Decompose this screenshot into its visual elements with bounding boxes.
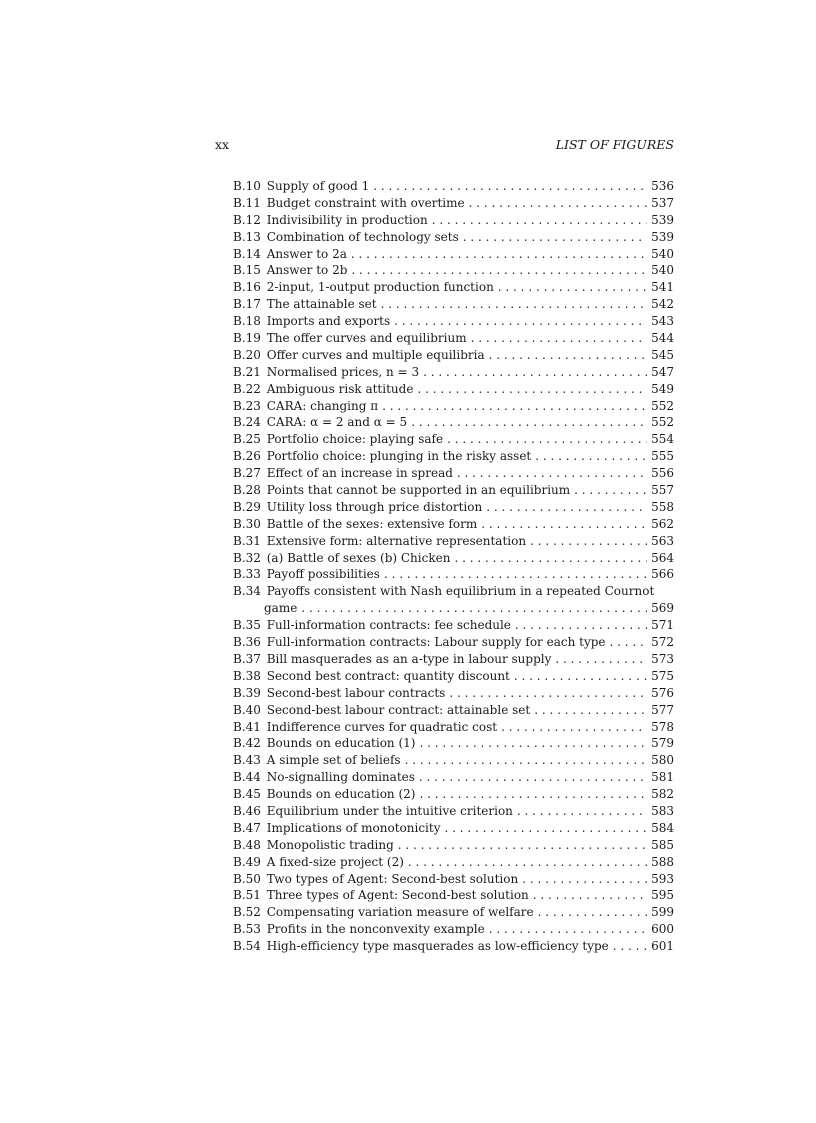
page-ref: 566: [651, 567, 674, 582]
page-ref: 580: [651, 753, 674, 768]
figure-number: B.18: [233, 314, 261, 329]
figure-number: B.46: [233, 803, 261, 818]
lof-entry: [233, 431, 674, 448]
lof-entry: [233, 854, 674, 871]
page-ref: 563: [651, 533, 674, 548]
page-ref: 554: [651, 432, 674, 447]
page-ref: 582: [651, 787, 674, 802]
figure-title: Ambiguous risk attitude: [266, 381, 414, 396]
list-of-figures: [233, 178, 674, 955]
figure-title: Bill masquerades as an a-type in labour supply: [266, 651, 552, 666]
figure-number: B.49: [233, 854, 261, 869]
page-ref: 562: [651, 516, 674, 531]
dot-leader: [457, 465, 647, 482]
page-ref: 576: [651, 685, 674, 700]
page-ref: 541: [651, 280, 674, 295]
dot-leader: [469, 195, 648, 212]
lof-entry: [233, 634, 674, 651]
page-ref: 588: [651, 854, 674, 869]
lof-entry: [233, 229, 674, 246]
page-ref: 556: [651, 466, 674, 481]
figure-number: B.17: [233, 297, 261, 312]
figure-title: Answer to 2a: [266, 246, 347, 261]
dot-leader: [515, 617, 647, 634]
lof-entry: [233, 702, 674, 719]
lof-entry-continuation: [233, 600, 674, 617]
figure-title: High-efficiency type masquerades as low-efficiency type: [266, 939, 609, 954]
page-ref: 542: [651, 297, 674, 312]
figure-title: Extensive form: alternative representation: [266, 533, 527, 548]
page-ref: 600: [651, 922, 674, 937]
page-ref: 539: [651, 212, 674, 227]
page-ref: 569: [651, 601, 674, 616]
figure-number: B.31: [233, 533, 261, 548]
figure-title: Profits in the nonconvexity example: [266, 922, 485, 937]
dot-leader: [533, 887, 647, 904]
dot-leader: [517, 803, 647, 820]
figure-number: B.48: [233, 837, 261, 852]
figure-number: B.19: [233, 331, 261, 346]
lof-entry: [233, 364, 674, 381]
figure-title: Points that cannot be supported in an equilibrium: [266, 483, 571, 498]
lof-entry: [233, 803, 674, 820]
lof-entry: [233, 566, 674, 583]
lof-entry: [233, 769, 674, 786]
figure-title: Full-information contracts: Labour supply for each type: [266, 635, 606, 650]
figure-title: Implications of monotonicity: [266, 820, 441, 835]
dot-leader: [574, 482, 647, 499]
dot-leader: [351, 246, 647, 263]
lof-entry: [233, 262, 674, 279]
figure-title: A simple set of beliefs: [266, 753, 401, 768]
figure-title: Bounds on education (1): [266, 736, 416, 751]
figure-title: Battle of the sexes: extensive form: [266, 516, 478, 531]
figure-number: B.12: [233, 212, 261, 227]
figure-number: B.28: [233, 483, 261, 498]
figure-number: B.25: [233, 432, 261, 447]
dot-leader: [514, 668, 647, 685]
page-ref: 595: [651, 888, 674, 903]
dot-leader: [610, 634, 648, 651]
dot-leader: [555, 651, 647, 668]
dot-leader: [489, 347, 647, 364]
figure-number: B.24: [233, 415, 261, 430]
figure-number: B.37: [233, 651, 261, 666]
lof-entry: [233, 448, 674, 465]
figure-number: B.16: [233, 280, 261, 295]
page-ref: 593: [651, 871, 674, 886]
dot-leader: [530, 533, 647, 550]
dot-leader: [419, 769, 647, 786]
figure-number: B.22: [233, 381, 261, 396]
page-ref: 549: [651, 381, 674, 396]
page-ref: 544: [651, 331, 674, 346]
figure-title: Combination of technology sets: [266, 229, 459, 244]
page-ref: 539: [651, 229, 674, 244]
lof-entry: [233, 786, 674, 803]
figure-title: Effect of an increase in spread: [266, 466, 453, 481]
dot-leader: [481, 516, 647, 533]
dot-leader: [444, 820, 647, 837]
figure-title: Imports and exports: [266, 314, 391, 329]
page-ref: 578: [651, 719, 674, 734]
dot-leader: [382, 398, 647, 415]
figure-number: B.42: [233, 736, 261, 751]
lof-entry: [233, 685, 674, 702]
dot-leader: [522, 871, 647, 888]
dot-leader: [411, 414, 647, 431]
lof-entry: [233, 212, 674, 229]
figure-number: B.41: [233, 719, 261, 734]
lof-entry: [233, 533, 674, 550]
dot-leader: [432, 212, 647, 229]
figure-title: The attainable set: [266, 297, 377, 312]
figure-title: Equilibrium under the intuitive criterion: [266, 803, 513, 818]
page-ref: 575: [651, 668, 674, 683]
figure-title: Payoff possibilities: [266, 567, 380, 582]
running-head: [215, 137, 674, 153]
figure-number: B.13: [233, 229, 261, 244]
dot-leader: [351, 262, 647, 279]
figure-number: B.26: [233, 449, 261, 464]
lof-entry: [233, 178, 674, 195]
section-title: LIST OF FIGURES: [555, 137, 674, 152]
lof-entry: [233, 482, 674, 499]
lof-entry: [233, 871, 674, 888]
page-ref: 547: [651, 364, 674, 379]
figure-title: Portfolio choice: plunging in the risky asset: [266, 449, 532, 464]
page-ref: 536: [651, 179, 674, 193]
figure-title: Compensating variation measure of welfare: [266, 905, 534, 920]
page-ref: 584: [651, 820, 674, 835]
lof-entry: [233, 719, 674, 736]
lof-entry: [233, 938, 674, 955]
figure-title: Payoffs consistent with Nash equilibrium in a repeated Cournot: [266, 584, 655, 599]
page-ref: 558: [651, 499, 674, 514]
figure-title: CARA: changing π: [266, 398, 379, 413]
lof-entry: [233, 668, 674, 685]
figure-number: B.23: [233, 398, 261, 413]
figure-number: B.51: [233, 888, 261, 903]
figure-title: (a) Battle of sexes (b) Chicken: [266, 550, 451, 565]
figure-number: B.15: [233, 263, 261, 278]
lof-entry: [233, 398, 674, 415]
page-ref: 537: [651, 195, 674, 210]
page-ref: 543: [651, 314, 674, 329]
dot-leader: [408, 854, 647, 871]
lof-entry: [233, 837, 674, 854]
page-ref: 540: [651, 246, 674, 261]
lof-entry: [233, 330, 674, 347]
figure-number: B.39: [233, 685, 261, 700]
dot-leader: [613, 938, 647, 955]
figure-title: 2-input, 1-output production function: [266, 280, 494, 295]
page-ref: 579: [651, 736, 674, 751]
dot-leader: [417, 381, 647, 398]
figure-title: Two types of Agent: Second-best solution: [266, 871, 519, 886]
dot-leader: [535, 448, 647, 465]
lof-entry: [233, 246, 674, 263]
dot-leader: [449, 685, 647, 702]
page-ref: 599: [651, 905, 674, 920]
lof-entry: [233, 904, 674, 921]
lof-entry: [233, 820, 674, 837]
page-ref: 572: [651, 635, 674, 650]
dot-leader: [471, 330, 648, 347]
lof-entry: [233, 296, 674, 313]
page-ref: 555: [651, 449, 674, 464]
figure-title: A fixed-size project (2): [266, 854, 404, 869]
page-ref: 571: [651, 618, 674, 633]
figure-number: B.53: [233, 922, 261, 937]
lof-entry: [233, 887, 674, 904]
lof-entry: [233, 347, 674, 364]
figure-title: Normalised prices, n = 3: [266, 364, 420, 379]
page-ref: 573: [651, 651, 674, 666]
figure-title: Supply of good 1: [266, 179, 370, 193]
dot-leader: [398, 837, 647, 854]
figure-number: B.47: [233, 820, 261, 835]
dot-leader: [454, 550, 647, 567]
dot-leader: [423, 364, 647, 381]
lof-entry: [233, 499, 674, 516]
figure-title: Monopolistic trading: [266, 837, 394, 852]
figure-title: Second best contract: quantity discount: [266, 668, 510, 683]
figure-number: B.35: [233, 618, 261, 633]
figure-title: The offer curves and equilibrium: [266, 331, 467, 346]
lof-entry: [233, 516, 674, 533]
page-ref: 552: [651, 398, 674, 413]
lof-entry: [233, 465, 674, 482]
figure-number: B.27: [233, 466, 261, 481]
figure-number: B.36: [233, 635, 261, 650]
figure-title: No-signalling dominates: [266, 770, 415, 785]
dot-leader: [373, 178, 647, 195]
figure-title: Second-best labour contracts: [266, 685, 446, 700]
figure-number: B.10: [233, 179, 261, 193]
figure-number: B.52: [233, 905, 261, 920]
figure-number: B.50: [233, 871, 261, 886]
page-ref: 545: [651, 347, 674, 362]
figure-title-continuation: game: [264, 601, 298, 616]
dot-leader: [538, 904, 647, 921]
figure-title: Full-information contracts: fee schedule: [266, 618, 511, 633]
figure-title: Indifference curves for quadratic cost: [266, 719, 498, 734]
figure-number: B.14: [233, 246, 261, 261]
dot-leader: [447, 431, 647, 448]
figure-number: B.21: [233, 364, 261, 379]
dot-leader: [501, 719, 647, 736]
figure-title: Answer to 2b: [266, 263, 348, 278]
figure-title: Second-best labour contract: attainable set: [266, 702, 531, 717]
figure-number: B.34: [233, 584, 261, 599]
dot-leader: [419, 786, 647, 803]
lof-entry: [233, 651, 674, 668]
figure-title: Portfolio choice: playing safe: [266, 432, 444, 447]
lof-entry: [233, 313, 674, 330]
figure-number: B.29: [233, 499, 261, 514]
figure-title: Indivisibility in production: [266, 212, 428, 227]
lof-entry: [233, 735, 674, 752]
dot-leader: [489, 921, 647, 938]
lof-entry: [233, 921, 674, 938]
lof-entry: [233, 279, 674, 296]
figure-number: B.20: [233, 347, 261, 362]
dot-leader: [384, 566, 647, 583]
page-number: xx: [215, 137, 230, 152]
lof-entry: [233, 381, 674, 398]
page-ref: 601: [651, 939, 674, 954]
dot-leader: [534, 702, 647, 719]
page-ref: 552: [651, 415, 674, 430]
figure-title: Offer curves and multiple equilibria: [266, 347, 485, 362]
lof-entry: [233, 195, 674, 212]
dot-leader: [486, 499, 647, 516]
dot-leader: [405, 752, 648, 769]
figure-number: B.30: [233, 516, 261, 531]
page-ref: 564: [651, 550, 674, 565]
page-ref: 540: [651, 263, 674, 278]
dot-leader: [463, 229, 647, 246]
figure-title: Budget constraint with overtime: [266, 195, 465, 210]
page-ref: 577: [651, 702, 674, 717]
dot-leader: [419, 735, 647, 752]
dot-leader: [301, 600, 647, 617]
figure-number: B.43: [233, 753, 261, 768]
dot-leader: [381, 296, 648, 313]
figure-number: B.45: [233, 787, 261, 802]
lof-entry: [233, 583, 674, 600]
figure-number: B.11: [233, 195, 261, 210]
lof-entry: [233, 752, 674, 769]
figure-number: B.38: [233, 668, 261, 683]
figure-number: B.32: [233, 550, 261, 565]
figure-number: B.54: [233, 939, 261, 954]
page-ref: 557: [651, 483, 674, 498]
lof-entry: [233, 414, 674, 431]
page-ref: 583: [651, 803, 674, 818]
figure-number: B.44: [233, 770, 261, 785]
figure-title: Bounds on education (2): [266, 787, 416, 802]
dot-leader: [498, 279, 647, 296]
page-ref: 581: [651, 770, 674, 785]
figure-title: Utility loss through price distortion: [266, 499, 483, 514]
lof-entry: [233, 550, 674, 567]
figure-number: B.33: [233, 567, 261, 582]
dot-leader: [394, 313, 647, 330]
figure-number: B.40: [233, 702, 261, 717]
figure-title: CARA: α = 2 and α = 5: [266, 415, 408, 430]
page-ref: 585: [651, 837, 674, 852]
lof-entry: [233, 617, 674, 634]
figure-title: Three types of Agent: Second-best solution: [266, 888, 529, 903]
